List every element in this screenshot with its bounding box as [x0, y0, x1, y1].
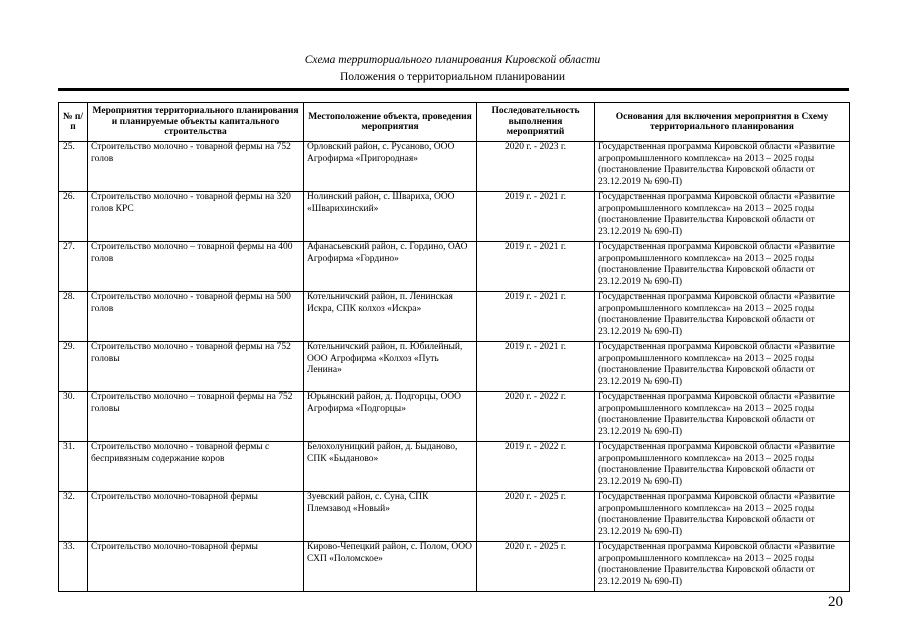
- column-header-location: Местоположение объекта, проведения мероприятия: [304, 103, 477, 142]
- cell-measure: Строительство молочно – товарной фермы на 400 голов: [88, 242, 304, 292]
- cell-sequence: 2019 г. - 2021 г.: [477, 292, 595, 342]
- cell-location: Нолинский район, с. Швариха, ООО «Шварихинский»: [304, 192, 477, 242]
- cell-location: Котельничский район, п. Ленинская Искра, СПК колхоз «Искра»: [304, 292, 477, 342]
- table-row: [59, 192, 850, 242]
- cell-measure: Строительство молочно – товарной фермы на 752 головы: [88, 392, 304, 442]
- document-subtitle: Положения о территориальном планировании: [339, 71, 566, 83]
- cell-sequence: 2020 г. - 2023 г.: [477, 142, 595, 192]
- cell-measure: Строительство молочно - товарной фермы на 320 голов КРС: [88, 192, 304, 242]
- column-header-sequence: Последовательность выполнения мероприятий: [477, 103, 595, 142]
- cell-basis: Государственная программа Кировской области «Развитие агропромышленного комплекса» на 2013 – 2025 годы (постановление Правительства Кировской области от 23.12.2019 № 690-П): [595, 392, 850, 442]
- cell-location: Юрьянский район, д. Подгорцы, ООО Агрофирма «Подгорцы»: [304, 392, 477, 442]
- cell-basis: Государственная программа Кировской области «Развитие агропромышленного комплекса» на 2013 – 2025 годы (постановление Правительства Кировской области от 23.12.2019 № 690-П): [595, 192, 850, 242]
- cell-location: Кирово-Чепецкий район, с. Полом, ООО СХП «Поломское»: [304, 542, 477, 592]
- cell-measure: Строительство молочно - товарной фермы на 752 головы: [88, 342, 304, 392]
- column-header-number: № п/п: [59, 103, 88, 142]
- cell-location: Афанасьевский район, с. Гордино, ОАО Агрофирма «Гордино»: [304, 242, 477, 292]
- cell-number: 25.: [59, 142, 88, 192]
- table-header-row: [59, 103, 850, 142]
- document-title: Схема территориального планирования Кировской области: [304, 54, 601, 66]
- table-row: [59, 242, 850, 292]
- cell-basis: Государственная программа Кировской области «Развитие агропромышленного комплекса» на 2013 – 2025 годы (постановление Правительства Кировской области от 23.12.2019 № 690-П): [595, 242, 850, 292]
- cell-basis: Государственная программа Кировской области «Развитие агропромышленного комплекса» на 2013 – 2025 годы (постановление Правительства Кировской области от 23.12.2019 № 690-П): [595, 492, 850, 542]
- cell-number: 29.: [59, 342, 88, 392]
- cell-basis: Государственная программа Кировской области «Развитие агропромышленного комплекса» на 2013 – 2025 годы (постановление Правительства Кировской области от 23.12.2019 № 690-П): [595, 292, 850, 342]
- column-header-measure: Мероприятия территориального планирования и планируемые объекты капитального строительства: [88, 103, 304, 142]
- cell-basis: Государственная программа Кировской области «Развитие агропромышленного комплекса» на 2013 – 2025 годы (постановление Правительства Кировской области от 23.12.2019 № 690-П): [595, 542, 850, 592]
- cell-sequence: 2019 г. - 2021 г.: [477, 192, 595, 242]
- cell-number: 27.: [59, 242, 88, 292]
- cell-location: Белохолуницкий район, д. Быданово, СПК «Быданово»: [304, 442, 477, 492]
- header-rule: [58, 88, 849, 91]
- cell-location: Орловский район, с. Русаново, ООО Агрофирма «Пригородная»: [304, 142, 477, 192]
- cell-sequence: 2019 г. - 2021 г.: [477, 242, 595, 292]
- cell-number: 30.: [59, 392, 88, 442]
- cell-measure: Строительство молочно - товарной фермы на 500 голов: [88, 292, 304, 342]
- cell-sequence: 2019 г. - 2021 г.: [477, 342, 595, 392]
- table-row: [59, 392, 850, 442]
- cell-number: 28.: [59, 292, 88, 342]
- table-row: [59, 442, 850, 492]
- table-row: [59, 492, 850, 542]
- planning-table: [58, 102, 850, 592]
- cell-basis: Государственная программа Кировской области «Развитие агропромышленного комплекса» на 2013 – 2025 годы (постановление Правительства Кировской области от 23.12.2019 № 690-П): [595, 442, 850, 492]
- cell-sequence: 2020 г. - 2025 г.: [477, 492, 595, 542]
- table-row: [59, 542, 850, 592]
- cell-location: Котельничский район, п. Юбилейный, ООО Агрофирма «Колхоз «Путь Ленина»: [304, 342, 477, 392]
- cell-basis: Государственная программа Кировской области «Развитие агропромышленного комплекса» на 2013 – 2025 годы (постановление Правительства Кировской области от 23.12.2019 № 690-П): [595, 342, 850, 392]
- table-body: [59, 142, 850, 592]
- cell-measure: Строительство молочно-товарной фермы: [88, 492, 304, 542]
- cell-measure: Строительство молочно - товарной фермы на 752 голов: [88, 142, 304, 192]
- cell-number: 31.: [59, 442, 88, 492]
- column-header-basis: Основания для включения мероприятия в Схему территориального планирования: [595, 103, 850, 142]
- table-row: [59, 342, 850, 392]
- table-row: [59, 292, 850, 342]
- cell-number: 32.: [59, 492, 88, 542]
- cell-basis: Государственная программа Кировской области «Развитие агропромышленного комплекса» на 2013 – 2025 годы (постановление Правительства Кировской области от 23.12.2019 № 690-П): [595, 142, 850, 192]
- cell-sequence: 2020 г. - 2022 г.: [477, 392, 595, 442]
- table-row: [59, 142, 850, 192]
- cell-number: 33.: [59, 542, 88, 592]
- cell-sequence: 2020 г. - 2025 г.: [477, 542, 595, 592]
- cell-sequence: 2019 г. - 2022 г.: [477, 442, 595, 492]
- page-number: 20: [828, 594, 843, 610]
- cell-location: Зуевский район, с. Суна, СПК Племзавод «Новый»: [304, 492, 477, 542]
- cell-measure: Строительство молочно-товарной фермы: [88, 542, 304, 592]
- cell-number: 26.: [59, 192, 88, 242]
- cell-measure: Строительство молочно - товарной фермы с беспривязным содержание коров: [88, 442, 304, 492]
